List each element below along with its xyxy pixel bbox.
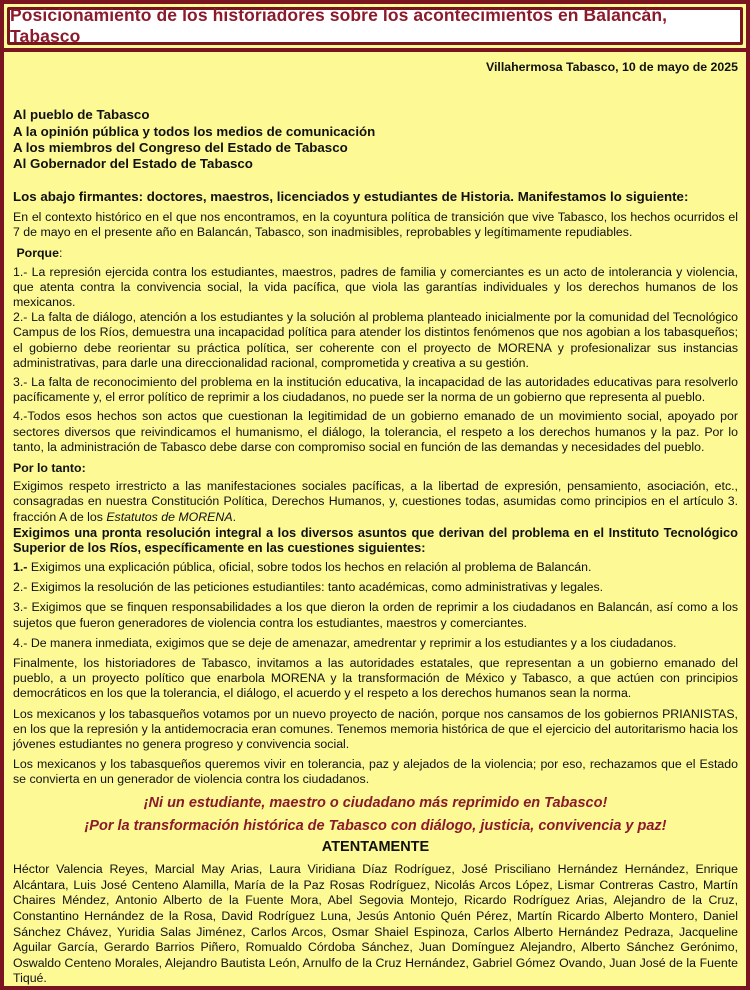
context-paragraph: En el contexto histórico en el que nos encontramos, en la coyuntura política de transición que vive Tabasco, los hechos ocurridos el 7 de mayo en el presente año en Balancán, Tabasco, son inadmisibles, reprobables y legítimamente repudiables. [13, 210, 738, 240]
exigimos-respeto-paragraph [13, 479, 738, 525]
title-divider [4, 48, 746, 52]
addressee: Al pueblo de Tabasco [13, 107, 150, 123]
demand-text: Exigimos una explicación pública, oficial, sobre todos los hechos en relación al problema de Balancán. [27, 559, 592, 574]
reason-paragraph: 2.- La falta de diálogo, atención a los estudiantes y la solución al problema planteado inicialmente por la comunidad del Tecnológico Campus de los Ríos, demuestra una incapacidad política para atender los distintos fenómenos que nos agobian a los tabasqueños; el gobierno debe reorientar su práctica política, ser coherente con el proyecto de MORENA y profesionalizar sus instancias administrativas, para darle una direccionalidad racional, comprometida y creativa a su gestión. [13, 310, 738, 370]
addressee-list [13, 107, 738, 173]
addressee: A los miembros del Congreso del Estado de Tabasco [13, 140, 348, 156]
estatutos-italic: Estatutos de MORENA [106, 509, 233, 524]
porque-heading [13, 246, 738, 261]
porque-colon: : [58, 246, 63, 261]
date-line: Villahermosa Tabasco, 10 de mayo de 2025 [485, 60, 738, 74]
resolucion-paragraph: Exigimos una pronta resolución integral a los diversos asuntos que derivan del problema en el Instituto Tecnológico Superior de los Ríos, específicamente en las cuestiones siguientes: [13, 524, 738, 555]
queremos-paragraph: Los mexicanos y los tabasqueños queremos vivir en tolerancia, paz y alejados de la violencia; por eso, rechazamos que el Estado se convierta en un generador de violencia contra los ciudadanos. [13, 757, 738, 787]
por-lo-tanto-heading: Por lo tanto: [13, 461, 86, 476]
exigimos-respeto-text: Exigimos respeto irrestricto a las manifestaciones sociales pacíficas, a la libertad de expresión, pensamiento, asociación, etc., consagradas en nuestra Constitución Política, Derechos Humanos, y, cuestiones todas, asumidas como principios en el artículo 3. fracción A de los [13, 479, 738, 524]
reason-paragraph: 1.- La represión ejercida contra los estudiantes, maestros, padres de familia y comerciantes es un acto de intolerancia y violencia, que atenta contra la convivencia social, la vida pacífica, que viola las garantías individuales y los derechos humanos de los mexicanos. [13, 264, 738, 310]
title-banner [7, 7, 743, 45]
letter-body [13, 56, 738, 987]
reason-paragraph: 3.- La falta de reconocimiento del problema en la institución educativa, la incapacidad de las autoridades educativas para resolverlo pacíficamente y, el error político de reprimir a los ciudadanos, no puede ser la norma de un gobierno que representa al pueblo. [13, 375, 738, 405]
demand-item: 4.- De manera inmediata, exigimos que se deje de amenazar, amedrentar y reprimir a los estudiantes y a los ciudadanos. [13, 635, 677, 650]
porque-word: Porque [16, 246, 59, 261]
finalmente-paragraph: Finalmente, los historiadores de Tabasco, invitamos a las autoridades estatales, que representan a un gobierno emanado del pueblo, a un proyecto político que enarbola MORENA y la transformación de México y Tabasco, a que actúen con principios democráticos en los que la tolerancia, el diálogo, el acuerdo y el respeto a los derechos humanos sean la norma. [13, 655, 738, 701]
slogan-two: ¡Por la transformación histórica de Tabasco con diálogo, justicia, convivencia y paz! [84, 817, 667, 834]
demand-item: 3.- Exigimos que se finquen responsabilidades a los que dieron la orden de reprimir a los ciudadanos en Balancán, así como a los sujetos que fueron generadores de violencia contra los estudiantes, maestros y comerciantes. [13, 600, 738, 630]
signers-list: Héctor Valencia Reyes, Marcial May Arias, Laura Viridiana Díaz Rodríguez, José Prisciliano Hernández Hernández, Enrique Alcántara, Luis José Centeno Alamilla, María de la Paz Rosas Rodríguez, Nicolás Arcos López, Lismar Contreras Castro, Martín Chaires Méndez, Antonio Alberto de la Fuente Mora, Abel Segovia Montejo, Ricardo Rodríguez Arias, Alejandro de la Cruz, Constantino Hernández de la Rosa, David Rodríguez Luna, Jesús Antonio Quén Pérez, Martín Ricardo Alberto Montero, Daniel Sánchez Chávez, Yuridia Salas Jiménez, Carlos Arcos, Osmar Shaiel Espinoza, Carlos Alberto Hernández Pedraza, Jacqueline Aguilar García, Gerardo Barrios Piñero, Romualdo Córdoba Sánchez, Juan Domínguez Alejandro, Alberto Sánchez Gerónimo, Oswaldo Centeno Morales, Alejandro Bautista León, Arnulfo de la Cruz Hernández, Gabriel Gómez Ovando, Juan José de la Fuente Tiqué. [13, 862, 738, 986]
intro-statement: Los abajo firmantes: doctores, maestros, licenciados y estudiantes de Historia. Manifestamos lo siguiente: [13, 188, 689, 204]
demand-number: 1.- [13, 559, 28, 574]
demand-item [13, 560, 738, 575]
atentamente-heading: ATENTAMENTE [321, 838, 430, 855]
demand-item: 2.- Exigimos la resolución de las peticiones estudiantiles: tanto académicas, como administrativas y legales. [13, 580, 604, 595]
votamos-paragraph: Los mexicanos y los tabasqueños votamos por un nuevo proyecto de nación, porque nos cansamos de los gobiernos PRIANISTAS, en los que la represión y la antidemocracia eran comunes. Tenemos memoria histórica de que el ejercicio del autoritarismo hacia los jóvenes estudiantes no genera progreso y convivencia social. [13, 706, 738, 751]
exigimos-respeto-end: . [232, 509, 236, 524]
page-title: Posicionamiento de los historiadores sobre los acontecimientos en Balancán, Tabasco [10, 5, 668, 46]
addressee: A la opinión pública y todos los medios de comunicación [13, 123, 376, 139]
slogan-one: ¡Ni un estudiante, maestro o ciudadano más reprimido en Tabasco! [143, 794, 608, 811]
addressee: Al Gobernador del Estado de Tabasco [13, 156, 253, 172]
document-frame [4, 4, 746, 986]
reason-paragraph: 4.-Todos esos hechos son actos que cuestionan la legitimidad de un gobierno emanado de un movimiento social, apoyado por sectores diversos que reivindicamos el humanismo, el diálogo, la tolerancia, el respeto a los derechos humanos y la paz. Por lo tanto, la administración de Tabasco debe darse con compromiso social en función de las demandas y necesidades del pueblo. [13, 409, 738, 454]
